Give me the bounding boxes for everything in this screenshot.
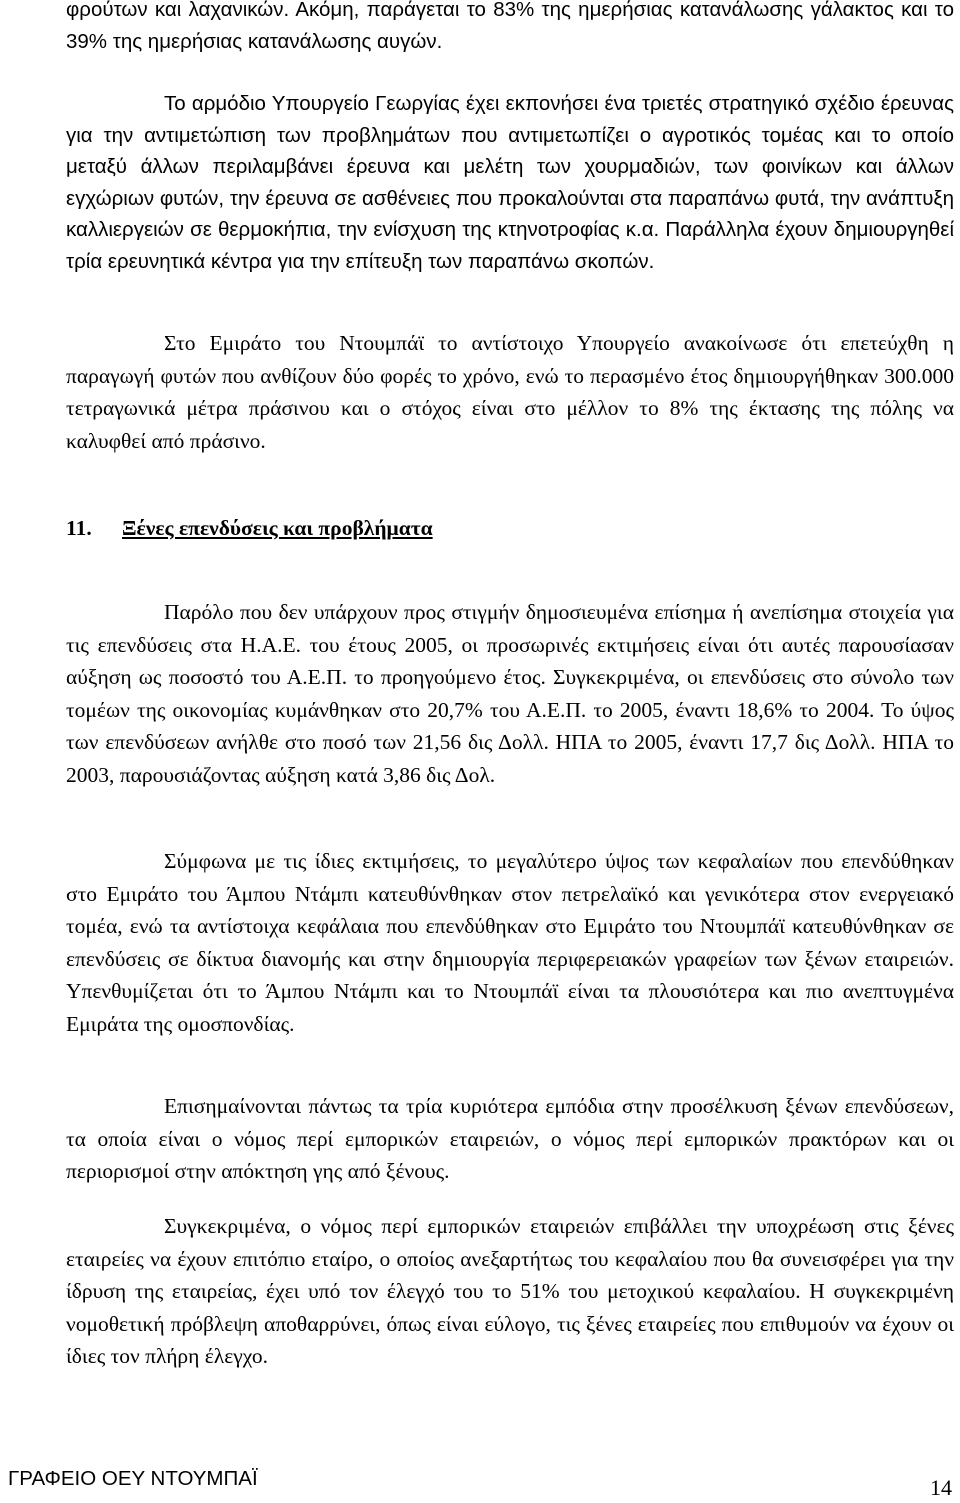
paragraph-investment-obstacles: Επισημαίνονται πάντως τα τρία κυριότερα εμπόδια στην προσέλκυση ξένων επενδύσεων, τα οποία είναι ο νόμος περί εμπορικών εταιρειών, ο νόμος περί εμπορικών πρακτόρων και οι περιορισμοί στην απόκτηση γης από ξένους. [66,1094,954,1183]
paragraph-investment-estimates: Παρόλο που δεν υπάρχουν προς στιγμήν δημοσιευμένα επίσημα ή ανεπίσημα στοιχεία για τις επενδύσεις στα Η.Α.Ε. του έτους 2005, οι προσωρινές εκτιμήσεις είναι ότι αυτές παρουσίασαν αύξηση ως ποσοστό του Α.Ε.Π. το προηγούμενο έτος. Συγκεκριμένα, οι επενδύσεις στο σύνολο των τομέων της οικονομίας κυμάνθηκαν στο 20,7% του Α.Ε.Π. το 2005, έναντι 18,6% το 2004. Το ύψος των επενδύσεων ανήλθε στο ποσό των 21,56 δις Δολλ. ΗΠΑ το 2005, έναντι 17,7 δις Δολλ. ΗΠΑ το 2003, παρουσιάζοντας αύξηση κατά 3,86 δις Δολ. [66,600,954,787]
page-number: 14 [930,1475,952,1500]
section-heading [66,512,433,544]
paragraph-intro-continued: φρούτων και λαχανικών. Ακόμη, παράγεται το 83% της ημερήσιας κατανάλωσης γάλακτος και το 39% της ημερήσιας κατανάλωσης αυγών. [66,0,954,53]
paragraph-company-law: Συγκεκριμένα, ο νόμος περί εμπορικών εταιρειών επιβάλλει την υποχρέωση στις ξένες εταιρείες να έχουν επιτόπιο εταίρο, ο οποίος ανεξαρτήτως του κεφαλαίου που θα συνεισφέρει για την ίδρυση της εταιρείας, έχει υπό τον έλεγχό του το 51% του μετοχικού κεφαλαίου. Η συγκεκριμένη νομοθετική πρόβλεψη αποθαρρύνει, όπως είναι εύλογο, τις ξένες εταιρείες που επιθυμούν να έχουν οι ίδιες τον πλήρη έλεγχο. [66,1214,954,1368]
section-title: Ξένες επενδύσεις και προβλήματα [122,516,433,540]
paragraph-capital-distribution: Σύμφωνα με τις ίδιες εκτιμήσεις, το μεγαλύτερο ύψος των κεφαλαίων που επενδύθηκαν στο Εμιράτο του Άμπου Ντάμπι κατευθύνθηκαν στον πετρελαϊκό και γενικότερα στον ενεργειακό τομέα, ενώ τα αντίστοιχα κεφάλαια που επενδύθηκαν στο Εμιράτο του Ντουμπάϊ κατευθύνθηκαν σε επενδύσεις σε δίκτυα διανομής και στην δημιουργία περιφερειακών γραφείων των ξένων εταιρειών. Υπενθυμίζεται ότι το Άμπου Ντάμπι και το Ντουμπάϊ είναι τα πλουσιότερα και πιο ανεπτυγμένα Εμιράτα της ομοσπονδίας. [66,849,954,1036]
paragraph-dubai-green: Στο Εμιράτο του Ντουμπάϊ το αντίστοιχο Υπουργείο ανακοίνωσε ότι επετεύχθη η παραγωγή φυτών που ανθίζουν δύο φορές το χρόνο, ενώ το περασμένο έτος δημιουργήθηκαν 300.000 τετραγωνικά μέτρα πράσινου και ο στόχος είναι στο μέλλον το 8% της έκτασης της πόλης να καλυφθεί από πράσινο. [66,331,954,453]
footer-office-name: ΓΡΑΦΕΙΟ ΟΕΥ ΝΤΟΥΜΠΑΪ [8,1467,258,1490]
section-number: 11. [66,516,92,540]
paragraph-agriculture-research: Το αρμόδιο Υπουργείο Γεωργίας έχει εκπονήσει ένα τριετές στρατηγικό σχέδιο έρευνας για την αντιμετώπιση των προβλημάτων που αντιμετωπίζει ο αγροτικός τομέας και το οποίο μεταξύ άλλων περιλαμβάνει έρευνα και μελέτη των χουρμαδιών, των φοινίκων και άλλων εγχώριων φυτών, την έρευνα σε ασθένειες που προκαλούνται στα παραπάνω φυτά, την ανάπτυξη καλλιεργειών σε θερμοκήπια, την ενίσχυση της κτηνοτροφίας κ.α. Παράλληλα έχουν δημιουργηθεί τρία ερευνητικά κέντρα για την επίτευξη των παραπάνω σκοπών. [66,92,954,273]
